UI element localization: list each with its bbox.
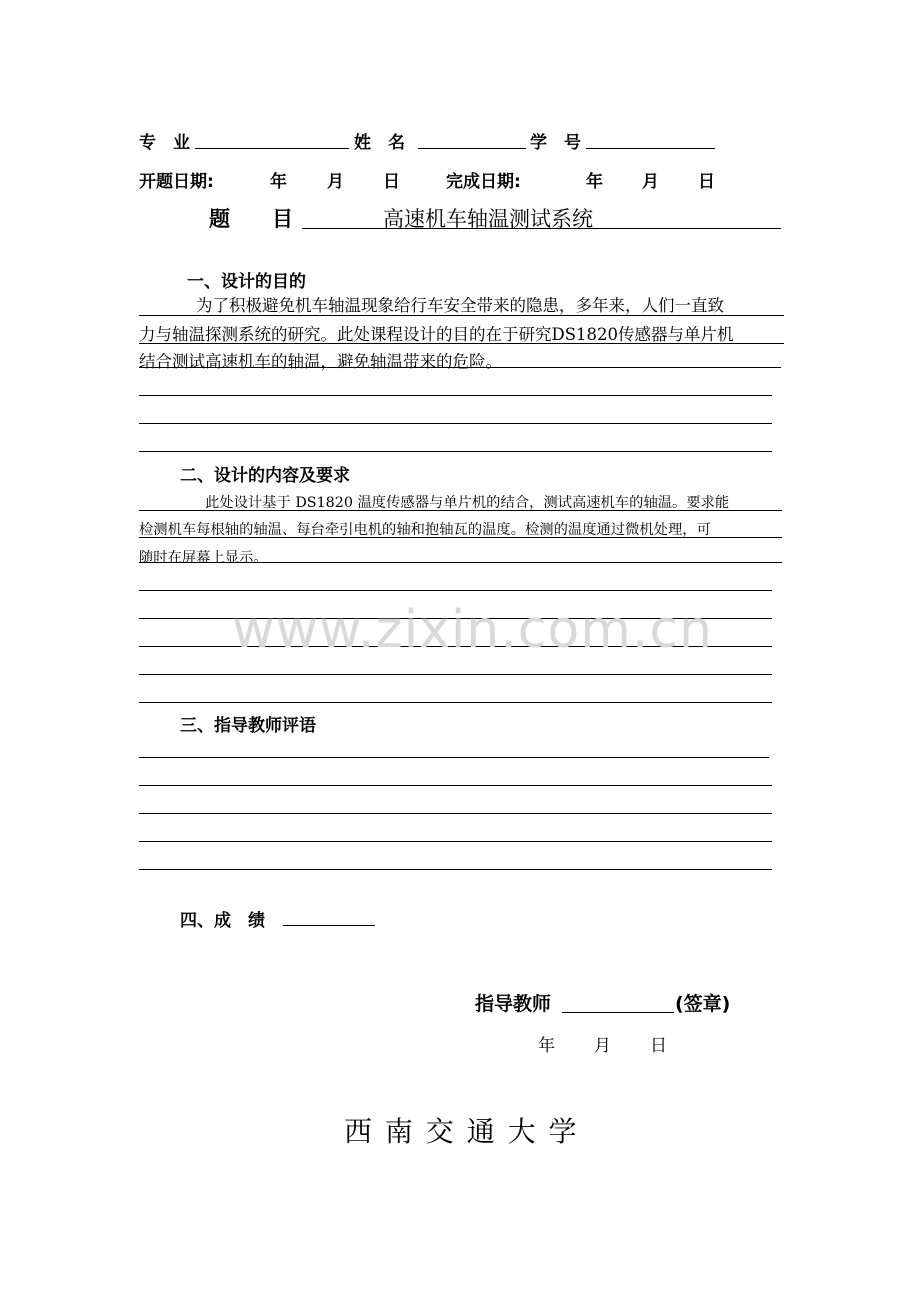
section4-heading: 四、成 绩 xyxy=(180,911,265,931)
section1-heading: 一、设计的目的 xyxy=(187,272,306,292)
major-label: 专 业 xyxy=(139,133,190,153)
grade-field[interactable] xyxy=(283,925,375,926)
stamp-label: (签章) xyxy=(675,993,731,1015)
section1-line-2: 力与轴温探测系统的研究。此处课程设计的目的在于研究DS1820传感器与单片机 xyxy=(139,325,734,344)
name-label: 姓 名 xyxy=(354,133,405,153)
section1-rule-4 xyxy=(139,395,772,396)
section3-heading: 三、指导教师评语 xyxy=(180,716,316,736)
section2-heading: 二、设计的内容及要求 xyxy=(180,466,350,486)
comment-line-2[interactable] xyxy=(139,785,772,786)
major-field[interactable] xyxy=(195,148,349,149)
university-name: 西 南 交 通 大 学 xyxy=(344,1115,579,1148)
signature-day: 日 xyxy=(650,1036,667,1056)
section2-rule-8 xyxy=(139,702,772,703)
open-date-label: 开题日期: xyxy=(139,172,214,192)
comment-line-3[interactable] xyxy=(139,813,772,814)
section2-rule-7 xyxy=(139,674,772,675)
section1-rule-2 xyxy=(139,343,784,344)
section2-rule-4 xyxy=(139,590,772,591)
section1-rule-5 xyxy=(139,423,772,424)
comment-line-1[interactable] xyxy=(139,757,769,758)
open-date-month: 月 xyxy=(327,172,344,192)
section2-line-1: 此处设计基于 DS1820 温度传感器与单片机的结合，测试高速机车的轴温。要求能 xyxy=(205,495,730,511)
advisor-signature-field[interactable] xyxy=(562,1012,674,1013)
section2-rule-3 xyxy=(139,562,782,563)
finish-date-month: 月 xyxy=(642,172,659,192)
comment-line-4[interactable] xyxy=(139,841,772,842)
section1-rule-3 xyxy=(139,367,781,368)
watermark-text: www.zixin.com.cn xyxy=(232,600,713,660)
advisor-label: 指导教师 xyxy=(475,993,552,1015)
section2-rule-2 xyxy=(139,537,782,538)
topic-underline[interactable] xyxy=(302,228,781,229)
section2-rule-1 xyxy=(139,510,782,511)
name-field[interactable] xyxy=(418,148,526,149)
section1-line-3: 结合测试高速机车的轴温，避免轴温带来的危险。 xyxy=(139,352,502,371)
section1-rule-1 xyxy=(139,315,784,316)
section1-line-1: 为了积极避免机车轴温现象给行车安全带来的隐患，多年来，人们一直致 xyxy=(196,296,724,315)
signature-year: 年 xyxy=(538,1036,555,1056)
topic-value: 高速机车轴温测试系统 xyxy=(383,207,593,231)
section2-line-3: 随时在屏幕上显示。 xyxy=(139,550,268,566)
comment-line-5[interactable] xyxy=(139,869,772,870)
open-date-year: 年 xyxy=(270,172,287,192)
student-id-field[interactable] xyxy=(586,148,715,149)
finish-date-year: 年 xyxy=(586,172,603,192)
open-date-day: 日 xyxy=(383,172,400,192)
section1-rule-6 xyxy=(139,451,772,452)
section2-line-2: 检测机车每根轴的轴温、每台牵引电机的轴和抱轴瓦的温度。检测的温度通过微机处理，可 xyxy=(139,522,711,538)
topic-label: 题 目 xyxy=(209,207,293,231)
finish-date-day: 日 xyxy=(698,172,715,192)
student-id-label: 学 号 xyxy=(530,133,581,153)
finish-date-label: 完成日期: xyxy=(446,172,521,192)
signature-month: 月 xyxy=(594,1036,611,1056)
